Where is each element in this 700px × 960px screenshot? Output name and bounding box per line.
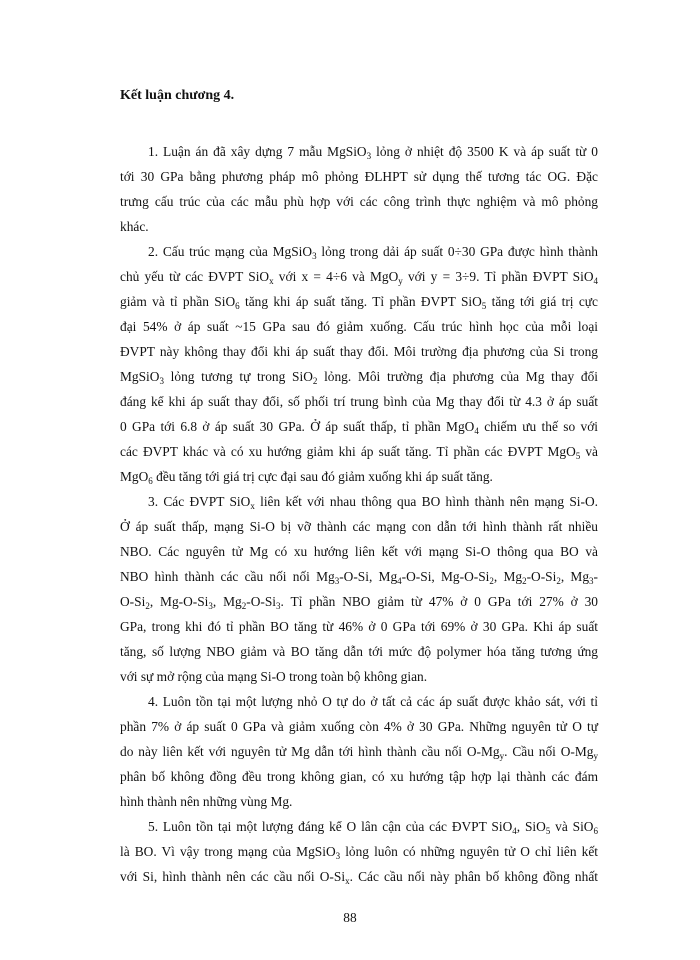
conclusion-item-1 xyxy=(120,139,598,239)
text-line: đại 54% ở áp suất ~15 GPa sau đó giảm xuống. Cấu trúc hình học của mỗi loại xyxy=(120,319,598,334)
text-line: đáng kể khi áp suất thay đổi, số phối trí trung bình của Mg thay đổi từ 4.3 ở áp suất xyxy=(120,394,598,409)
text-line: hình thành nên những vùng Mg. xyxy=(120,794,293,809)
text-line: trưng cấu trúc của các mẫu phù hợp với các công trình thực nghiệm và mô phỏng xyxy=(120,194,598,209)
text-line: Ở áp suất thấp, mạng Si-O bị vỡ thành các mạng con dẫn tới hình thành rất nhiều xyxy=(120,519,598,534)
conclusion-list xyxy=(120,139,598,889)
text-line: 2. Cấu trúc mạng của MgSiO$_3$ lỏng trong dải áp suất 0÷30 GPa được hình thành xyxy=(148,244,598,261)
text-line: tới 30 GPa bằng phương pháp mô phỏng ĐLHPT sử dụng thế tương tác OG. Đặc xyxy=(120,169,598,184)
conclusion-item-5 xyxy=(120,814,598,889)
text-line: các ĐVPT khác và có xu hướng giảm khi áp suất tăng. Tỉ phần các ĐVPT MgO$_5$ và xyxy=(120,444,599,461)
text-line: ĐVPT này không thay đổi khi áp suất thay đổi. Môi trường địa phương của Si trong xyxy=(120,344,598,359)
text-line: khác. xyxy=(120,219,149,234)
conclusion-item-4 xyxy=(120,689,598,814)
text-line: 5. Luôn tồn tại một lượng đáng kể O lân cận của các ĐVPT SiO$_4$, SiO$_5$ và SiO$_6$ xyxy=(148,819,598,836)
text-line: là BO. Vì vậy trong mạng của MgSiO$_3$ lỏng luôn có những nguyên tử O chỉ liên kết xyxy=(120,844,598,861)
text-line: GPa, trong khi đó tỉ phần BO tăng từ 46% ở 0 GPa tới 69% ở 30 GPa. Khi áp suất xyxy=(120,619,598,634)
text-line: tăng, số lượng NBO giảm và BO tăng dẫn tới mức độ polymer hóa tăng tương ứng xyxy=(120,644,598,659)
text-line: $O-Si_2$, $Mg-O-Si_3$, $Mg_2-O-Si_3$. Tỉ phần NBO giảm từ 47% ở 0 GPa tới 27% ở 30 xyxy=(120,594,598,611)
text-line: chủ yếu từ các ĐVPT SiO$_x$ với x = 4÷6 và MgO$_y$ với y = 3÷9. Tỉ phần ĐVPT SiO$_4$ xyxy=(120,269,599,286)
text-line: 0 GPa tới 6.8 ở áp suất 30 GPa. Ở áp suất thấp, tỉ phần MgO$_4$ chiếm ưu thế so với xyxy=(120,419,599,436)
text-line: với Si, hình thành nên các cầu nối $O-Si_x$. Các cầu nối này phân bố không đồng nhất xyxy=(120,869,598,886)
conclusion-item-3 xyxy=(120,489,598,689)
text-line: phần 7% ở áp suất 0 GPa và giảm xuống còn 4% ở 30 GPa. Những nguyên tử O tự xyxy=(120,719,598,734)
text-line: giảm và tỉ phần SiO$_6$ tăng khi áp suất tăng. Tỉ phần ĐVPT SiO$_5$ tăng tới giá trị cực xyxy=(120,294,598,311)
text-line: NBO hình thành các cầu nối nối $Mg_3-O-Si$, $Mg_4-O-Si$, $Mg-O-Si_2$, $Mg_2-O-Si_2$, $Mg_3-$ xyxy=(120,569,598,586)
page-number: 88 xyxy=(343,910,357,925)
conclusion-item-2 xyxy=(120,239,598,489)
text-line: 4. Luôn tồn tại một lượng nhỏ O tự do ở tất cả các áp suất được khảo sát, với tỉ xyxy=(148,694,598,709)
text-line: 3. Các ĐVPT SiO$_x$ liên kết với nhau thông qua BO hình thành nên mạng Si-O. xyxy=(148,494,599,511)
text-line: NBO. Các nguyên tử Mg có xu hướng liên kết với mạng Si-O thông qua BO và xyxy=(120,544,598,559)
section-heading: Kết luận chương 4. xyxy=(120,88,235,103)
text-line: do này liên kết với nguyên tử Mg dẫn tới hình thành cầu nối $O-Mg_y$. Cầu nối $O-Mg_y$ xyxy=(120,744,598,761)
text-line: 1. Luận án đã xây dựng 7 mẫu MgSiO$_3$ lỏng ở nhiệt độ 3500 K và áp suất từ 0 xyxy=(148,144,598,161)
text-line: MgSiO$_3$ lỏng tương tự trong SiO$_2$ lỏng. Môi trường địa phương của Mg thay đổi xyxy=(120,369,598,386)
text-line: MgO$_6$ đều tăng tới giá trị cực đại sau đó giảm xuống khi áp suất tăng. xyxy=(120,469,493,486)
text-line: phân bố không đồng đều trong không gian, có xu hướng tập hợp lại thành các đám xyxy=(120,769,598,784)
text-line: với sự mở rộng của mạng Si-O trong toàn bộ không gian. xyxy=(120,669,428,684)
